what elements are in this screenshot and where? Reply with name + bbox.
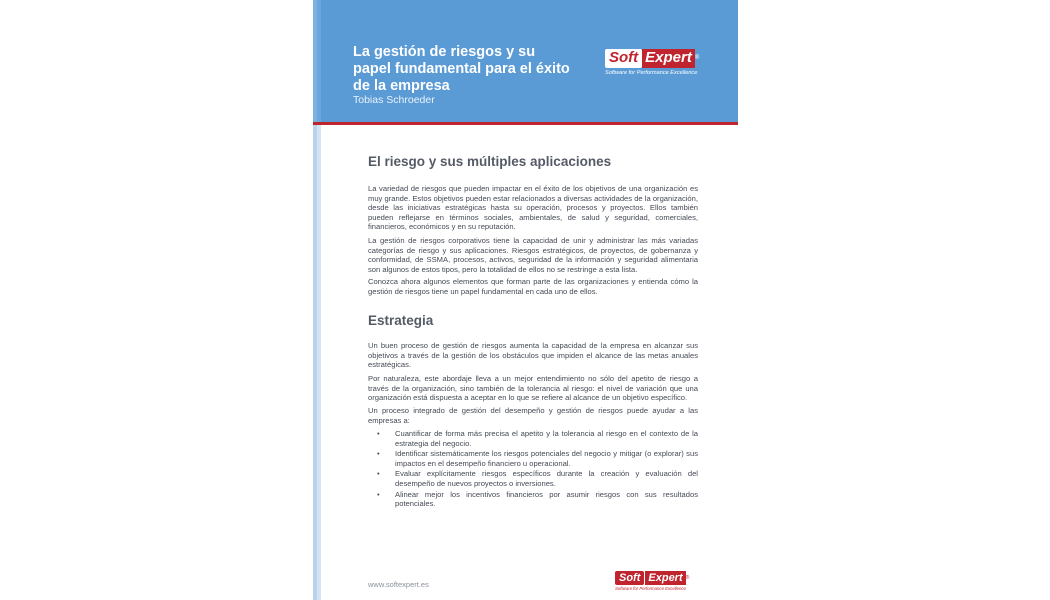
document-title: La gestión de riesgos y su papel fundamental para el éxito de la empresa [353,44,570,94]
header-divider [313,122,738,125]
logo-expert-text: Expert [645,571,685,585]
logo-registered-mark: ® [694,55,700,62]
section-heading: El riesgo y sus múltiples aplicaciones [368,154,612,169]
bullet-icon: • [377,469,380,479]
document-author: Tobias Schroeder [353,94,435,106]
paragraph: Conozca ahora algunos elementos que forman parte de las organizaciones y entienda cómo la gestión de riesgos tiene un papel fundamental en cada uno de ellos. [368,277,698,296]
bullet-list [368,429,698,510]
list-item: • Evaluar explícitamente riesgos específicos durante la creación y evaluación del desempeño de nuevos proyectos o inversiones. [377,469,698,488]
paragraph: Un proceso integrado de gestión del desempeño y gestión de riesgos puede ayudar a las empresas a: [368,406,698,425]
softexpert-logo-footer [615,571,689,591]
paragraph: La variedad de riesgos que pueden impactar en el éxito de los objetivos de una organización es muy grande. Estos objetivos pueden estar relacionados a diversas actividades de la organización, desde las iniciativas estratégicas hasta su operación, procesos y proyectos. Ellos también pueden reflejarse en términos sociales, ambientales, de salud y seguridad, comerciales, financieros, económicos y en su reputación. [368,184,698,232]
bullet-icon: • [377,429,380,438]
logo-soft-text: Soft [605,49,642,68]
footer-url[interactable]: www.softexpert.es [368,580,429,589]
paragraph: Un buen proceso de gestión de riesgos aumenta la capacidad de la empresa en alcanzar sus objetivos a través de la gestión de los obstáculos que impiden el alcance de las metas anuales estratégicas. [368,341,698,370]
logo-expert-text: Expert [642,49,695,68]
paragraph: Por naturaleza, este abordaje lleva a un mejor entendimiento no sólo del apetito de riesgo a través de la organización, sino también de la tolerancia al riesgo: el nivel de variación que una organización está dispuesta a aceptar en lo que se refiere al alcance de un objetivo específico. [368,374,698,403]
softexpert-logo-header [605,49,699,76]
logo-tagline: Software for Performance Excellence [615,586,686,592]
bullet-icon: • [377,449,380,459]
logo-soft-text: Soft [615,571,644,585]
list-item: • Identificar sistemáticamente los riesgos potenciales del negocio y mitigar (o explorar) sus impactos en el desempeño financiero u operacional. [377,449,698,468]
logo-tagline: Software for Performance Excellence [605,69,698,76]
list-item: • Alinear mejor los incentivos financieros por asumir riesgos con sus resultados potenciales. [377,489,698,509]
document-page [313,0,738,600]
list-item: • Cuantificar de forma más precisa el apetito y la tolerancia al riesgo en el contexto de la estrategia del negocio. [377,429,698,448]
document-header [313,0,738,122]
bullet-icon: • [377,489,380,499]
paragraph: La gestión de riesgos corporativos tiene la capacidad de unir y administrar las más variadas categorías de riesgo y sus aplicaciones. Riesgos estratégicos, de proyectos, de gobernanza y conformidad, de SSMA, procesos, activos, seguridad de la información y seguridad alimentaria son algunos de estos tipos, pero la totalidad de ellos no se restringe a esta lista. [368,236,698,274]
section-heading: Estrategia [368,313,434,328]
logo-registered-mark: ® [685,575,690,582]
